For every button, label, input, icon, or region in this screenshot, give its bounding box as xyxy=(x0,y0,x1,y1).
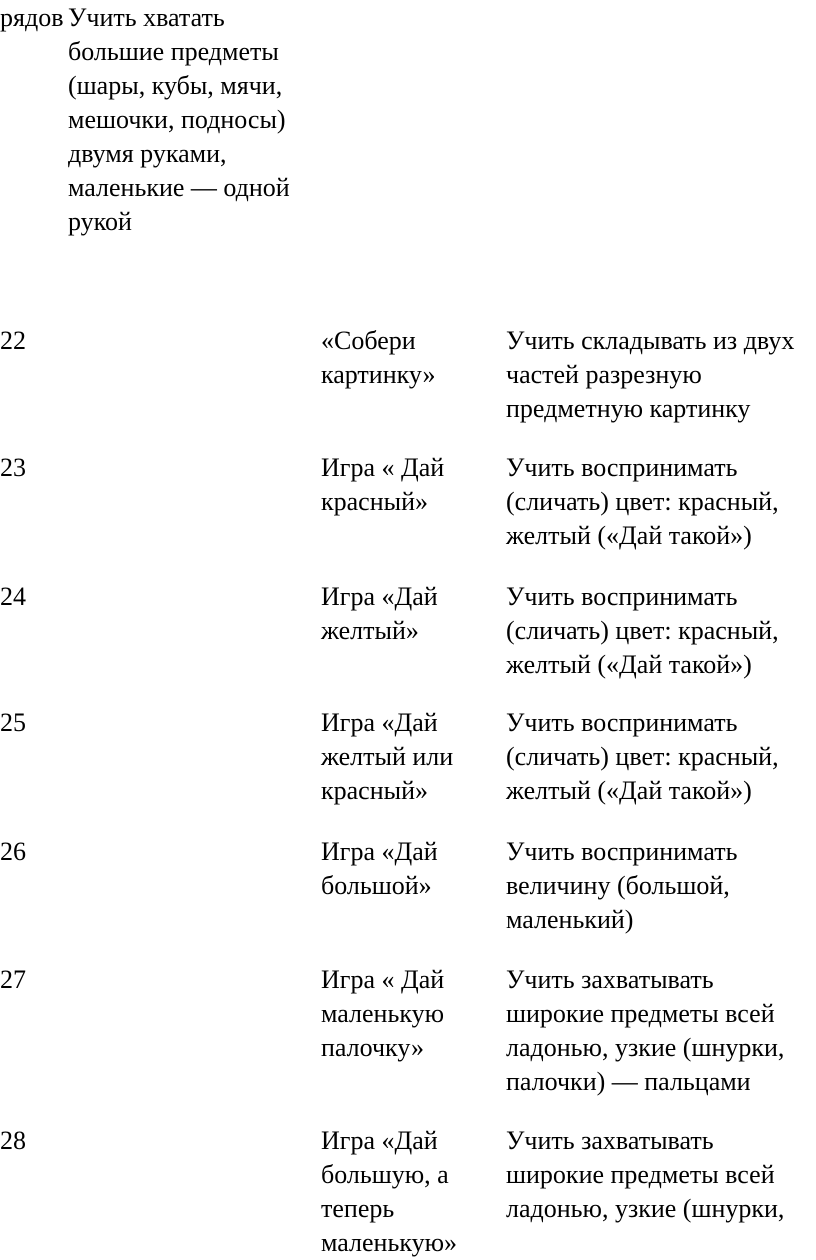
row-22-number: 22 xyxy=(0,326,26,355)
row-24-goal: Учить воспринимать (сличать) цвет: красный, желтый («Дай такой») xyxy=(506,582,779,679)
row-27-game: Игра « Дай маленькую палочку» xyxy=(321,965,445,1062)
row-25-number: 25 xyxy=(0,708,26,737)
row-23-goal: Учить воспринимать (сличать) цвет: красный, желтый («Дай такой») xyxy=(506,453,779,550)
row-25-goal: Учить воспринимать (сличать) цвет: красный, желтый («Дай такой») xyxy=(506,708,779,805)
row-27-goal: Учить захватывать широкие предметы всей ладонью, узкие (шнурки, палочки) — пальцами xyxy=(506,965,785,1096)
row-27-number: 27 xyxy=(0,965,26,994)
row-28-game: Игра «Дай большую, а теперь маленькую» xyxy=(321,1126,458,1257)
row-22-game: «Собери картинку» xyxy=(321,326,436,389)
row-26-number: 26 xyxy=(0,837,26,866)
row-26-goal: Учить воспринимать величину (большой, маленький) xyxy=(506,837,738,934)
row-22-goal: Учить складывать из двух частей разрезную предметную картинку xyxy=(506,326,795,423)
intro-left-text: рядов xyxy=(0,3,64,32)
row-26-game: Игра «Дай большой» xyxy=(321,837,438,900)
row-23-number: 23 xyxy=(0,453,26,482)
intro-right-text: Учить хватать большие предметы (шары, кубы, мячи, мешочки, подносы) двумя руками, маленькие — одной рукой xyxy=(68,3,290,236)
row-28-number: 28 xyxy=(0,1126,26,1155)
row-24-number: 24 xyxy=(0,582,26,611)
row-28-goal: Учить захватывать широкие предметы всей ладонью, узкие (шнурки, xyxy=(506,1126,785,1223)
row-23-game: Игра « Дай красный» xyxy=(321,453,445,516)
row-25-game: Игра «Дай желтый или красный» xyxy=(321,708,454,805)
row-24-game: Игра «Дай желтый» xyxy=(321,582,438,645)
